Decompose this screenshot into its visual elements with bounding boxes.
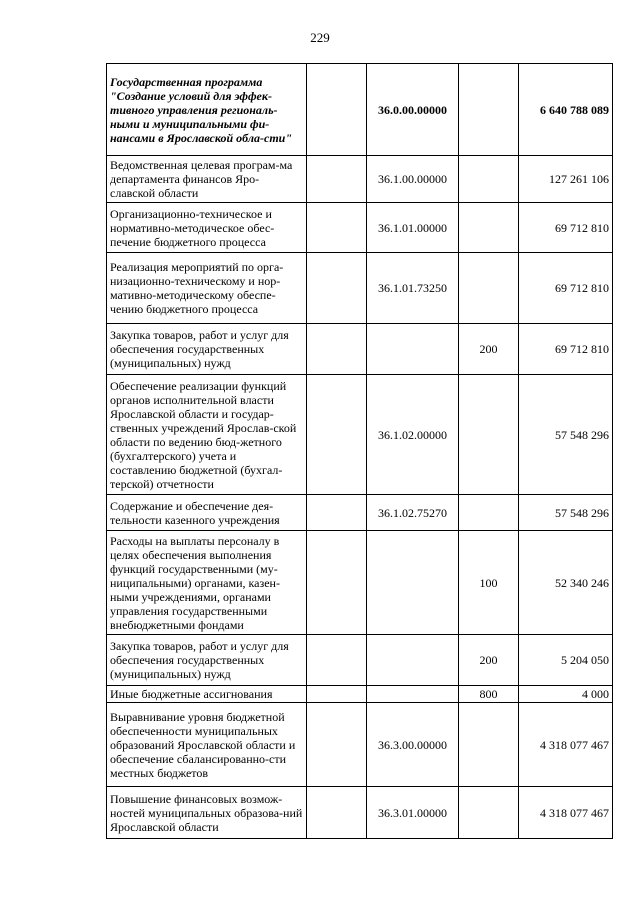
row-amount: 52 340 246: [519, 531, 613, 635]
empty-cell: [307, 703, 367, 787]
budget-table-body: [107, 64, 613, 839]
row-type: [459, 156, 519, 203]
row-code: [367, 531, 459, 635]
empty-cell: [307, 495, 367, 531]
table-row: [107, 635, 613, 686]
row-type: [459, 375, 519, 495]
empty-cell: [307, 156, 367, 203]
table-row: [107, 253, 613, 324]
row-code: [367, 686, 459, 703]
row-name: Иные бюджетные ассигнования: [107, 686, 307, 703]
row-code: 36.1.01.73250: [367, 253, 459, 324]
row-name: Содержание и обеспечение дея-тельности казенного учреждения: [107, 495, 307, 531]
row-amount: 57 548 296: [519, 375, 613, 495]
row-code: 36.1.00.00000: [367, 156, 459, 203]
row-name: Реализация мероприятий по орга-низационно-техническому и нор-мативно-методическому обеспе-чению бюджетного процесса: [107, 253, 307, 324]
row-type: [459, 64, 519, 156]
empty-cell: [307, 324, 367, 375]
row-type: [459, 787, 519, 839]
row-amount: 127 261 106: [519, 156, 613, 203]
row-type: [459, 495, 519, 531]
empty-cell: [307, 686, 367, 703]
row-name: Ведомственная целевая програм-ма департамента финансов Яро-славской области: [107, 156, 307, 203]
table-row: [107, 703, 613, 787]
row-code: [367, 324, 459, 375]
row-type: 800: [459, 686, 519, 703]
table-row: [107, 787, 613, 839]
row-amount: 69 712 810: [519, 253, 613, 324]
row-name: Организационно-техническое и нормативно-методическое обес-печение бюджетного процесса: [107, 203, 307, 253]
row-type: 200: [459, 324, 519, 375]
empty-cell: [307, 531, 367, 635]
row-type: [459, 253, 519, 324]
empty-cell: [307, 635, 367, 686]
page-number: 229: [310, 30, 330, 45]
table-row: [107, 375, 613, 495]
table-row: [107, 686, 613, 703]
table-row: [107, 203, 613, 253]
empty-cell: [307, 203, 367, 253]
row-code: [367, 635, 459, 686]
empty-cell: [307, 64, 367, 156]
row-code: 36.1.02.00000: [367, 375, 459, 495]
row-amount: 69 712 810: [519, 324, 613, 375]
budget-table: [106, 63, 613, 839]
table-row: [107, 531, 613, 635]
row-name: Обеспечение реализации функций органов исполнительной власти Ярославской области и государ-ственных учреждений Ярослав-ской области по ведению бюд-жетного (бухгалтерского) учета и составлению бюджетной (бухгал-терской) отчетности: [107, 375, 307, 495]
empty-cell: [307, 253, 367, 324]
row-code: 36.3.00.00000: [367, 703, 459, 787]
row-code: 36.1.02.75270: [367, 495, 459, 531]
row-name: Государственная программа "Создание условий для эффек-тивного управления региональ-ными и муниципальными фи-нансами в Ярославской обла-сти": [107, 64, 307, 156]
row-amount: 5 204 050: [519, 635, 613, 686]
row-amount: 69 712 810: [519, 203, 613, 253]
row-type: 200: [459, 635, 519, 686]
row-amount: 6 640 788 089: [519, 64, 613, 156]
row-code: 36.0.00.00000: [367, 64, 459, 156]
row-amount: 4 318 077 467: [519, 787, 613, 839]
row-type: 100: [459, 531, 519, 635]
table-row: [107, 324, 613, 375]
table-row: [107, 64, 613, 156]
row-name: Расходы на выплаты персоналу в целях обеспечения выполнения функций государственными (му-ниципальными) органами, казен-ными учреждениями, органами управления государственными внебюджетными фондами: [107, 531, 307, 635]
row-name: Закупка товаров, работ и услуг для обеспечения государственных (муниципальных) нужд: [107, 324, 307, 375]
row-code: 36.1.01.00000: [367, 203, 459, 253]
empty-cell: [307, 375, 367, 495]
table-row: [107, 495, 613, 531]
empty-cell: [307, 787, 367, 839]
row-name: Повышение финансовых возмож-ностей муниципальных образова-ний Ярославской области: [107, 787, 307, 839]
row-amount: 4 000: [519, 686, 613, 703]
row-amount: 4 318 077 467: [519, 703, 613, 787]
row-amount: 57 548 296: [519, 495, 613, 531]
row-type: [459, 203, 519, 253]
row-name: Закупка товаров, работ и услуг для обеспечения государственных (муниципальных) нужд: [107, 635, 307, 686]
row-type: [459, 703, 519, 787]
row-code: 36.3.01.00000: [367, 787, 459, 839]
row-name: Выравнивание уровня бюджетной обеспеченности муниципальных образований Ярославской области и обеспечение сбалансированно-сти местных бюджетов: [107, 703, 307, 787]
table-row: [107, 156, 613, 203]
